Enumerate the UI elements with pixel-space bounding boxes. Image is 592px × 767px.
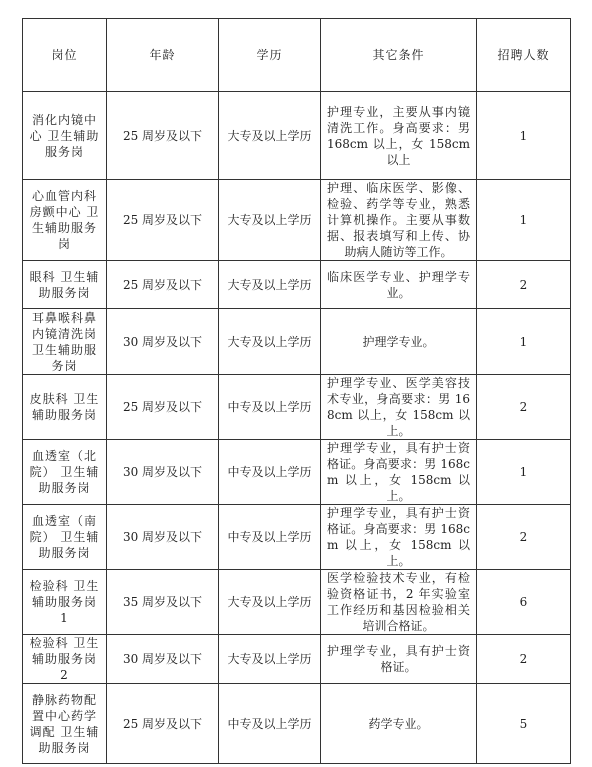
table-row bbox=[23, 261, 571, 309]
education-cell: 中专及以上学历 bbox=[219, 684, 321, 764]
header-position: 岗位 bbox=[23, 19, 107, 92]
table-row bbox=[23, 375, 571, 440]
position-cell: 检验科 卫生辅助服务岗 2 bbox=[23, 635, 107, 684]
age-cell: 25 周岁及以下 bbox=[107, 375, 219, 440]
conditions-cell: 护理学专业，具有护士资格证。身高要求：男 168cm 以上，女 158cm 以上。 bbox=[321, 440, 477, 505]
count-cell: 2 bbox=[477, 261, 571, 309]
count-cell: 1 bbox=[477, 440, 571, 505]
count-cell: 2 bbox=[477, 375, 571, 440]
recruitment-table bbox=[22, 18, 571, 764]
position-cell: 检验科 卫生辅助服务岗 1 bbox=[23, 570, 107, 635]
table-row bbox=[23, 570, 571, 635]
position-cell: 皮肤科 卫生辅助服务岗 bbox=[23, 375, 107, 440]
education-cell: 中专及以上学历 bbox=[219, 440, 321, 505]
conditions-cell: 药学专业。 bbox=[321, 684, 477, 764]
conditions-cell: 护理学专业。 bbox=[321, 309, 477, 375]
conditions-cell: 护理学专业、医学美容技术专业，身高要求：男 168cm 以上，女 158cm 以上。 bbox=[321, 375, 477, 440]
count-cell: 2 bbox=[477, 505, 571, 570]
position-cell: 眼科 卫生辅助服务岗 bbox=[23, 261, 107, 309]
table-row bbox=[23, 440, 571, 505]
header-count: 招聘人数 bbox=[477, 19, 571, 92]
table-row bbox=[23, 180, 571, 261]
table-row bbox=[23, 505, 571, 570]
count-cell: 1 bbox=[477, 180, 571, 261]
position-cell: 静脉药物配置中心药学调配 卫生辅助服务岗 bbox=[23, 684, 107, 764]
table-row bbox=[23, 684, 571, 764]
age-cell: 30 周岁及以下 bbox=[107, 635, 219, 684]
count-cell: 6 bbox=[477, 570, 571, 635]
conditions-cell: 护理学专业，具有护士资格证。身高要求：男 168cm 以上，女 158cm 以上。 bbox=[321, 505, 477, 570]
header-education: 学历 bbox=[219, 19, 321, 92]
education-cell: 大专及以上学历 bbox=[219, 570, 321, 635]
position-cell: 消化内镜中心 卫生辅助服务岗 bbox=[23, 92, 107, 180]
age-cell: 35 周岁及以下 bbox=[107, 570, 219, 635]
table-header-row bbox=[23, 19, 571, 92]
education-cell: 大专及以上学历 bbox=[219, 309, 321, 375]
conditions-cell: 医学检验技术专业，有检验资格证书，2 年实验室工作经历和基因检验相关培训合格证。 bbox=[321, 570, 477, 635]
education-cell: 大专及以上学历 bbox=[219, 92, 321, 180]
header-age: 年龄 bbox=[107, 19, 219, 92]
conditions-cell: 护理、临床医学、影像、检验、药学等专业，熟悉计算机操作。主要从事数据、报表填写和上传、协助病人随访等工作。 bbox=[321, 180, 477, 261]
age-cell: 25 周岁及以下 bbox=[107, 261, 219, 309]
position-cell: 耳鼻喉科鼻内镜清洗岗 卫生辅助服务岗 bbox=[23, 309, 107, 375]
age-cell: 25 周岁及以下 bbox=[107, 684, 219, 764]
education-cell: 大专及以上学历 bbox=[219, 635, 321, 684]
position-cell: 血透室（北院） 卫生辅助服务岗 bbox=[23, 440, 107, 505]
age-cell: 30 周岁及以下 bbox=[107, 309, 219, 375]
header-conditions: 其它条件 bbox=[321, 19, 477, 92]
education-cell: 中专及以上学历 bbox=[219, 505, 321, 570]
count-cell: 5 bbox=[477, 684, 571, 764]
age-cell: 25 周岁及以下 bbox=[107, 180, 219, 261]
position-cell: 心血管内科房颤中心 卫生辅助服务岗 bbox=[23, 180, 107, 261]
table-row bbox=[23, 92, 571, 180]
count-cell: 1 bbox=[477, 309, 571, 375]
table-row bbox=[23, 635, 571, 684]
position-cell: 血透室（南院） 卫生辅助服务岗 bbox=[23, 505, 107, 570]
age-cell: 25 周岁及以下 bbox=[107, 92, 219, 180]
conditions-cell: 护理学专业，具有护士资格证。 bbox=[321, 635, 477, 684]
education-cell: 大专及以上学历 bbox=[219, 180, 321, 261]
conditions-cell: 临床医学专业、护理学专业。 bbox=[321, 261, 477, 309]
age-cell: 30 周岁及以下 bbox=[107, 440, 219, 505]
education-cell: 中专及以上学历 bbox=[219, 375, 321, 440]
count-cell: 1 bbox=[477, 92, 571, 180]
count-cell: 2 bbox=[477, 635, 571, 684]
conditions-cell: 护理专业，主要从事内镜清洗工作。身高要求：男 168cm 以上，女 158cm 以上 bbox=[321, 92, 477, 180]
education-cell: 大专及以上学历 bbox=[219, 261, 321, 309]
table-row bbox=[23, 309, 571, 375]
age-cell: 30 周岁及以下 bbox=[107, 505, 219, 570]
